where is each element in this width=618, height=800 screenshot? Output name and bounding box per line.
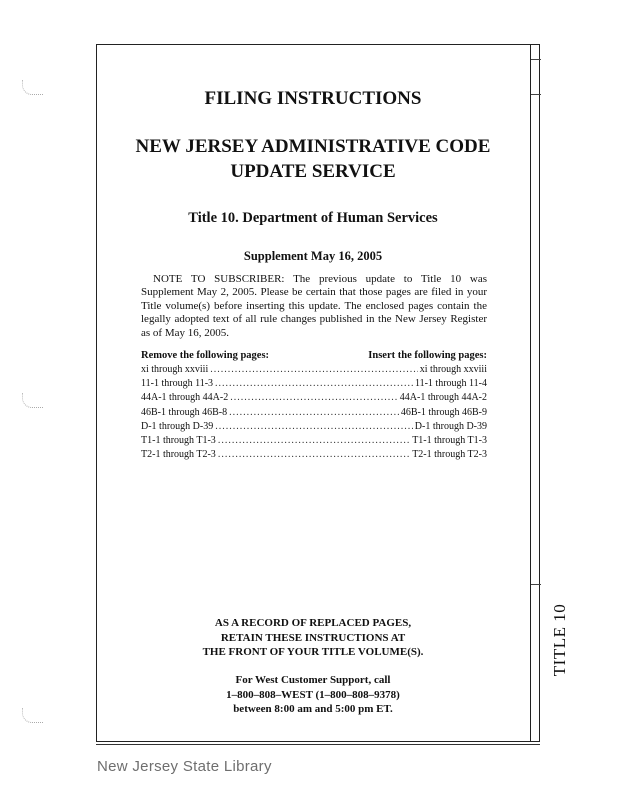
- table-row: [141, 391, 487, 405]
- library-stamp: New Jersey State Library: [97, 758, 272, 775]
- table-row: [141, 434, 487, 448]
- subscriber-note: NOTE TO SUBSCRIBER: The previous update to Title 10 was Supplement May 2, 2005. Please be certain that those pages are filed in your Title volume(s) before inserting this update. The enclosed pages contain the legally adopted text of all rule changes published in the New Jersey Register as of May 16, 2005.: [141, 273, 487, 339]
- bottom-rule: [96, 744, 540, 745]
- code-title-line: UPDATE SERVICE: [230, 161, 396, 182]
- table-row: [141, 377, 487, 391]
- insert-pages: 46B-1 through 46B-9: [400, 406, 487, 418]
- support-hours: between 8:00 am and 5:00 pm ET.: [233, 703, 393, 715]
- table-row: [141, 448, 487, 462]
- insert-pages: T1-1 through T1-3: [412, 435, 487, 447]
- insert-pages: xi through xxviii: [419, 364, 487, 375]
- record-line: RETAIN THESE INSTRUCTIONS AT: [220, 631, 406, 644]
- remove-pages: T1-1 through T1-3: [141, 435, 216, 447]
- column-headers: [141, 350, 487, 361]
- insert-pages: 44A-1 through 44A-2: [399, 392, 487, 404]
- insert-pages: D-1 through D-39: [414, 420, 487, 432]
- punch-hole-mark: [22, 80, 43, 95]
- support-phone: 1–800–808–WEST (1–800–808–9378): [226, 688, 400, 701]
- code-title: [96, 134, 530, 184]
- remove-pages: D-1 through D-39: [141, 420, 214, 432]
- record-note: [96, 616, 530, 660]
- title-tab-label: TITLE 10: [550, 603, 569, 677]
- punch-hole-mark: [22, 393, 43, 408]
- tab-strip: [530, 44, 541, 742]
- supplement-date: Supplement May 16, 2005: [243, 249, 383, 263]
- code-title-line: NEW JERSEY ADMINISTRATIVE CODE: [135, 136, 491, 157]
- record-line: THE FRONT OF YOUR TITLE VOLUME(S).: [202, 646, 424, 658]
- leader-dots: [215, 420, 413, 434]
- remove-header: Remove the following pages:: [141, 350, 270, 361]
- leader-dots: [229, 406, 399, 420]
- tab-cut-mark: [531, 584, 541, 585]
- leader-dots: [215, 377, 413, 391]
- remove-pages: xi through xxviii: [141, 364, 209, 375]
- punch-hole-mark: [22, 708, 43, 723]
- remove-pages: 44A-1 through 44A-2: [141, 392, 229, 404]
- page-title: FILING INSTRUCTIONS: [204, 88, 422, 109]
- table-row: [141, 363, 487, 377]
- leader-dots: [218, 434, 410, 448]
- remove-pages: 11-1 through 11-3: [141, 378, 214, 390]
- table-row: [141, 406, 487, 420]
- pages-table: [141, 363, 487, 462]
- leader-dots: [210, 363, 418, 377]
- support-line: For West Customer Support, call: [235, 674, 391, 686]
- insert-header: Insert the following pages:: [368, 350, 487, 361]
- tab-cut-mark: [531, 94, 541, 95]
- leader-dots: [218, 448, 410, 462]
- tab-cut-mark: [531, 59, 541, 60]
- record-line: AS A RECORD OF REPLACED PAGES,: [214, 617, 412, 629]
- department-title: Title 10. Department of Human Services: [188, 210, 438, 226]
- remove-pages: 46B-1 through 46B-8: [141, 406, 228, 418]
- leader-dots: [230, 391, 398, 405]
- support-note: [96, 673, 530, 717]
- table-row: [141, 420, 487, 434]
- insert-pages: T2-1 through T2-3: [412, 449, 487, 461]
- insert-pages: 11-1 through 11-4: [414, 378, 487, 390]
- remove-pages: T2-1 through T2-3: [141, 449, 216, 461]
